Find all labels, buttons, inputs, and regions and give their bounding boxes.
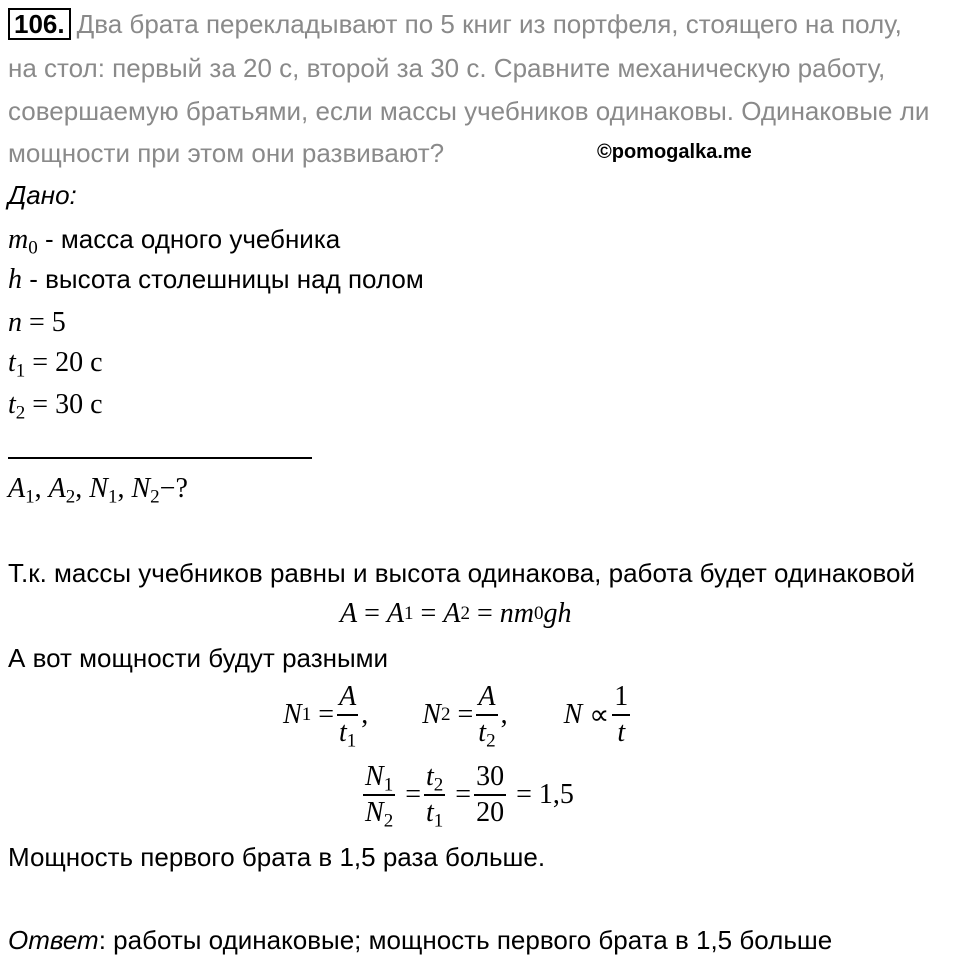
given-h-desc: - высота столешницы над полом xyxy=(22,264,424,294)
ratio-numerator: 30 xyxy=(474,760,506,796)
conclusion: Мощность первого брата в 1,5 раза больше. xyxy=(8,842,546,872)
given-t1-value: 20 с xyxy=(55,347,103,378)
given-t2-value: 30 с xyxy=(55,389,103,420)
given-find: $A_1$, $A_2$, $N_1$, $N_2-$? xyxy=(8,473,188,508)
problem-line-1 xyxy=(8,8,902,40)
given-t2: $t_2 = 30$ с xyxy=(8,389,103,424)
fraction-t2-over-t1: $\frac{t_2}{t_1}$ xyxy=(426,761,444,832)
ratio-formula: $\frac{N_1}{N_2}$ = $\frac{t_2}{t_1}$ = $\frac{30}{20}$ = 1,5 xyxy=(365,761,574,832)
power-formulas: N 1 = $\frac{A}{t_1}$ , N 2 = $\frac{A}{t_2}$ , N ∝ $\frac{1}{t}$ xyxy=(283,681,629,752)
problem-line-3: совершаемую братьями, если массы учебников одинаковы. Одинаковые ли xyxy=(8,96,930,126)
problem-number: 106. xyxy=(8,8,71,40)
given-n: n = 5 xyxy=(8,307,66,338)
answer-text: : работы одинаковые; мощность первого брата в 1,5 больше xyxy=(98,925,833,955)
fraction-a-over-t2: $\frac{A}{t_2}$ xyxy=(478,681,496,752)
solution-line-1: Т.к. массы учебников равны и высота одинакова, работа будет одинаковой xyxy=(8,558,916,588)
fraction-1-over-t: $\frac{1}{t}$ xyxy=(614,681,629,748)
fraction-30-over-20 xyxy=(474,760,506,830)
work-formula: A = A 1 = A 2 = n m 0 g h xyxy=(340,598,572,629)
problem-line-2: на стол: первый за 20 с, второй за 30 с. Сравните механическую работу, xyxy=(8,53,886,83)
given-t1: $t_1 = 20$ с xyxy=(8,347,103,382)
solution-line-2: А вот мощности будут разными xyxy=(8,643,389,673)
fraction-a-over-t1: $\frac{A}{t_1}$ xyxy=(339,681,357,752)
given-m0-desc: - масса одного учебника xyxy=(37,224,341,254)
given-divider xyxy=(8,457,312,459)
given-m0: $m_0$ - масса одного учебника xyxy=(8,224,341,259)
fraction-n1-over-n2: $\frac{N_1}{N_2}$ xyxy=(365,761,394,832)
given-find-suffix: −? xyxy=(159,473,188,504)
problem-text-1: Два брата перекладывают по 5 книг из портфеля, стоящего на полу, xyxy=(76,9,902,39)
ratio-result: 1,5 xyxy=(538,779,574,810)
given-h: h - высота столешницы над полом xyxy=(8,264,424,295)
problem-line-4: мощности при этом они развивают? xyxy=(8,138,445,168)
answer-label: Ответ xyxy=(8,925,99,955)
given-n-value: 5 xyxy=(51,307,66,338)
given-heading: Дано: xyxy=(8,180,77,210)
ratio-denominator: 20 xyxy=(476,797,505,828)
answer-line xyxy=(8,925,832,956)
watermark: ©pomogalka.me xyxy=(597,141,752,163)
